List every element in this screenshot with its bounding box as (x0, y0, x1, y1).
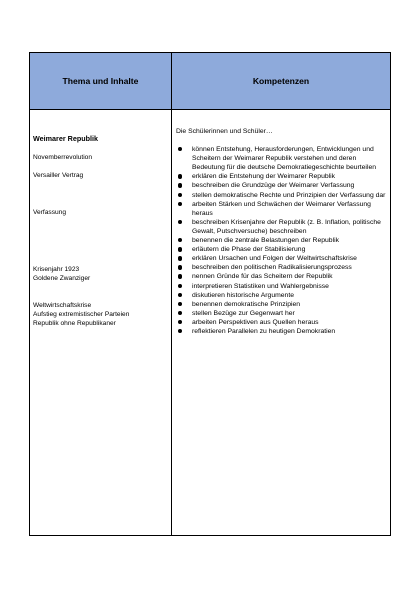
bullet-icon (178, 265, 182, 269)
competency-item (176, 282, 386, 291)
competency-item (176, 254, 386, 263)
competency-item (176, 272, 386, 281)
competency-item (176, 318, 386, 327)
bullet-icon (178, 220, 182, 224)
competency-text: reflektieren Parallelen zu heutigen Demokratien (192, 327, 336, 335)
competencies-column (176, 127, 386, 336)
competency-text: beschreiben die Grundzüge der Weimarer Verfassung (192, 182, 355, 190)
competency-item (176, 309, 386, 318)
bullet-icon (178, 202, 182, 206)
competency-text: interpretieren Statistiken und Wahlergebnisse (192, 282, 329, 290)
topic-weltwirtschaftskrise: Weltwirtschaftskrise (33, 302, 92, 309)
topic-republik-ohne-republikaner: Republik ohne Republikaner (33, 320, 116, 327)
bullet-icon (178, 174, 182, 178)
bullet-icon (178, 274, 182, 278)
competency-item (176, 236, 386, 245)
curriculum-table (29, 52, 391, 536)
competency-item (176, 263, 386, 272)
bullet-icon (178, 302, 182, 306)
competency-text: beschreiben den politischen Radikalisierungsprozess (192, 264, 352, 272)
competency-text: arbeiten Stärken und Schwächen der Weimarer Verfassung heraus (192, 200, 371, 217)
bullet-icon (178, 311, 182, 315)
topic-weimarer-republik: Weimarer Republik (33, 134, 98, 143)
competency-item (176, 145, 386, 172)
topic-krisenjahr-1923: Krisenjahr 1923 (33, 266, 80, 273)
competency-text: können Entstehung, Herausforderungen, Entwicklungen und Scheitern der Weimarer Republik verstehen und deren Bedeutung für die deutsche Demokratiegeschichte beurteilen (192, 146, 377, 172)
competency-item (176, 181, 386, 190)
competency-text: arbeiten Perspektiven aus Quellen heraus (192, 318, 319, 326)
bullet-icon (178, 193, 182, 197)
bullet-icon (178, 256, 182, 260)
column-divider (171, 53, 172, 535)
competency-text: benennen die zentrale Belastungen der Republik (192, 237, 339, 245)
header-topics: Thema und Inhalte (62, 76, 139, 86)
competency-item (176, 291, 386, 300)
topic-novemberrevolution: Novemberrevolution (33, 154, 93, 161)
header-competencies: Kompetenzen (252, 76, 310, 86)
bullet-icon (178, 284, 182, 288)
bullet-icon (178, 183, 182, 187)
competency-text: nennen Gründe für das Scheitern der Republik (192, 273, 333, 281)
competency-text: erläutern die Phase der Stabilisierung (192, 246, 306, 254)
topic-aufstieg-extremistischer-parteien: Aufstieg extremistischer Parteien (33, 311, 130, 318)
bullet-icon (178, 147, 182, 151)
competency-item (176, 218, 386, 236)
competencies-intro: Die Schülerinnen und Schüler… (176, 128, 273, 135)
topic-goldene-zwanziger: Goldene Zwanziger (33, 275, 91, 282)
bullet-icon (178, 293, 182, 297)
competency-text: diskutieren historische Argumente (192, 291, 295, 299)
bullet-icon (178, 320, 182, 324)
topic-verfassung: Verfassung (33, 209, 66, 216)
competency-item (176, 200, 386, 218)
competency-item (176, 191, 386, 200)
bullet-icon (178, 329, 182, 333)
competency-text: stellen demokratische Rechte und Prinzipien der Verfassung dar (192, 191, 386, 199)
bullet-icon (178, 238, 182, 242)
competency-item (176, 300, 386, 309)
competency-text: erklären Ursachen und Folgen der Weltwirtschaftskrise (192, 255, 357, 263)
bullet-icon (178, 247, 182, 251)
competency-text: erklären die Entstehung der Weimarer Republik (192, 173, 336, 181)
competency-text: beschreiben Krisenjahre der Republik (z. B. Inflation, politische Gewalt, Putschversuche) beschreiben (192, 218, 381, 235)
competency-text: benennen demokratische Prinzipien (192, 300, 301, 308)
competency-item (176, 245, 386, 254)
competency-item (176, 172, 386, 181)
competency-list (176, 145, 386, 336)
competency-item (176, 327, 386, 336)
topic-versailler-vertrag: Versailler Vertrag (33, 172, 84, 179)
competency-text: stellen Bezüge zur Gegenwart her (192, 309, 295, 317)
